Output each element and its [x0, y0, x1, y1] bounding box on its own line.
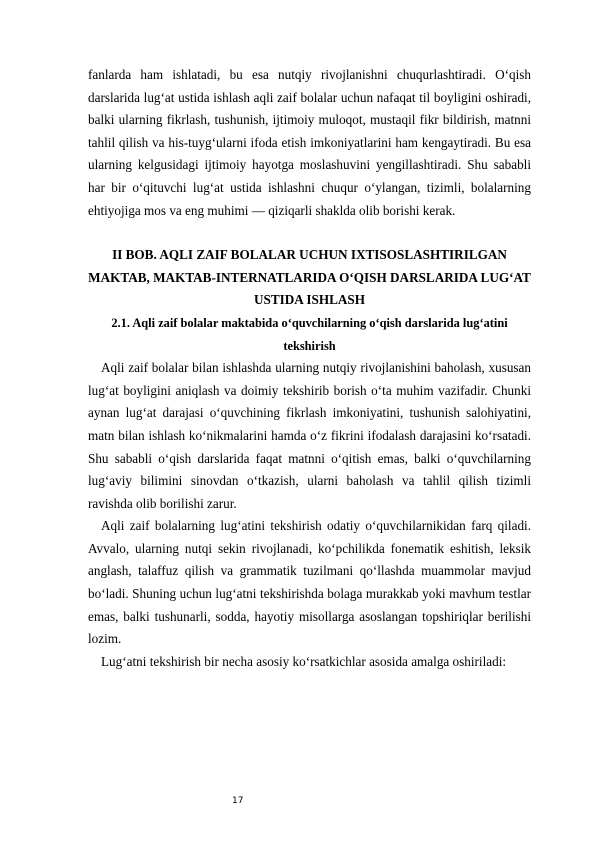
paragraph-body-3: Lug‘atni tekshirish bir necha asosiy ko‘rsatkichlar asosida amalga oshiriladi:	[101, 653, 507, 669]
chapter-title: II BOB. AQLI ZAIF BOLALAR UCHUN IXTISOSLASHTIRILGAN MAKTAB, MAKTAB-INTERNATLARIDA O‘QISH DARSLARIDA LUG‘AT USTIDA ISHLASH	[88, 247, 531, 308]
paragraph-intro: fanlarda ham ishlatadi, bu esa nutqiy rivojlanishni chuqurlashtiradi. O‘qish darslarida lug‘at ustida ishlash aqli zaif bolalar uchun nafaqat til boyligini oshiradi, balki ularning fikrlash, tushunish, ijtimoiy muloqot, mustaqil fikr bildirish, matnni tahlil qilish va his-tuyg‘ularni ifoda etish imkoniyatlarini ham kengaytiradi. Bu esa ularning kelgusidagi ijtimoiy hayotga moslashuvini yengillashtiradi. Shu sababli har bir o‘qituvchi lug‘at ustida ishlashni chuqur o‘ylangan, tizimli, bolalarning ehtiyojiga mos va eng muhimi — qiziqarli shaklda olib borishi kerak.	[88, 67, 531, 218]
page-number: 17	[232, 796, 244, 806]
section-title: 2.1. Aqli zaif bolalar maktabida o‘quvchilarning o‘qish darslarida lug‘atini tekshirish	[111, 315, 508, 353]
document-page	[88, 64, 531, 673]
paragraph-body-2: Aqli zaif bolalarning lug‘atini tekshirish odatiy o‘quvchilarnikidan farq qiladi. Avvalo, ularning nutqi sekin rivojlanadi, ko‘pchilikda fonematik eshitish, leksik anglash, talaffuz qilish va grammatik tuzilmani qo‘llashda muammolar mavjud bo‘ladi. Shuning uchun lug‘atni tekshirishda bolaga murakkab yoki mavhum testlar emas, balki tushunarli, sodda, hayotiy misollarga asoslangan topshiriqlar berilishi lozim.	[88, 518, 531, 647]
paragraph-spacer	[88, 222, 531, 244]
paragraph-body-1: Aqli zaif bolalar bilan ishlashda ularning nutqiy rivojlanishini baholash, xususan lug‘at boyligini aniqlash va doimiy tekshirib borish o‘ta muhim vazifadir. Chunki aynan lug‘at darajasi o‘quvchining fikrlash imkoniyatini, tushunish salohiyatini, matn bilan ishlash ko‘nikmalarini hamda o‘z fikrini ifodalash darajasini ko‘rsatadi. Shu sababli o‘qish darslarida faqat matnni o‘qitish emas, balki o‘quvchilarning lug‘aviy bilimini sinovdan o‘tkazish, ularni baholash va tahlil qilish tizimli ravishda olib borilishi zarur.	[88, 360, 531, 511]
